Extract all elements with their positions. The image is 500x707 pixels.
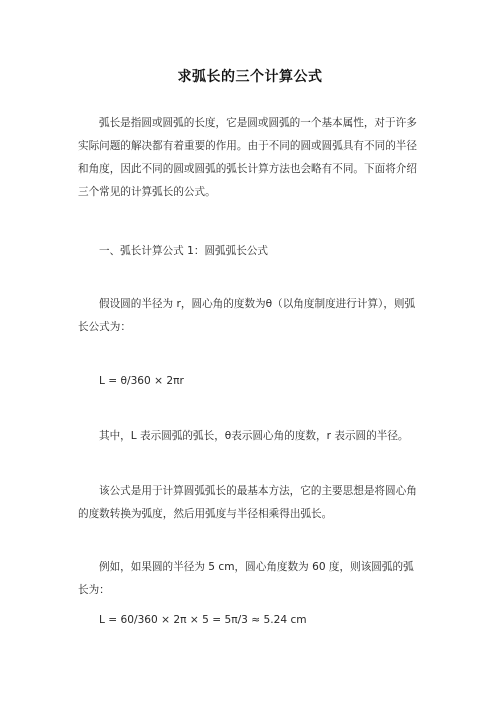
- example-result-formula: L = 60/360 × 2π × 5 = 5π/3 ≈ 5.24 cm: [99, 614, 307, 626]
- example-paragraph: 例如，如果圆的半径为 5 cm，圆心角度数为 60 度，则该圆弧的弧长为：: [78, 561, 414, 596]
- intro-paragraph: 弧长是指圆或圆弧的长度，它是圆或圆弧的一个基本属性，对于许多实际问题的解决都有着重要的作用。由于不同的圆或圆弧具有不同的半径和角度，因此不同的圆或圆弧的弧长计算方法也会略有不同。下面将介绍三个常见的计算弧长的公式。: [78, 117, 417, 198]
- method-explanation: 该公式是用于计算圆弧弧长的最基本方法，它的主要思想是将圆心角的度数转换为弧度，然后用弧度与半径相乘得出弧长。: [78, 485, 417, 520]
- section-heading: 一、弧长计算公式 1：圆弧弧长公式: [99, 245, 269, 257]
- page-title: 求弧长的三个计算公式: [177, 69, 323, 85]
- variable-explanation: 其中，L 表示圆弧的弧长，θ表示圆心角的度数，r 表示圆的半径。: [99, 430, 409, 442]
- assumption-paragraph: 假设圆的半径为 r，圆心角的度数为θ（以角度制度进行计算），则弧长公式为：: [78, 298, 416, 333]
- arc-length-formula: L = θ/360 × 2πr: [99, 375, 184, 387]
